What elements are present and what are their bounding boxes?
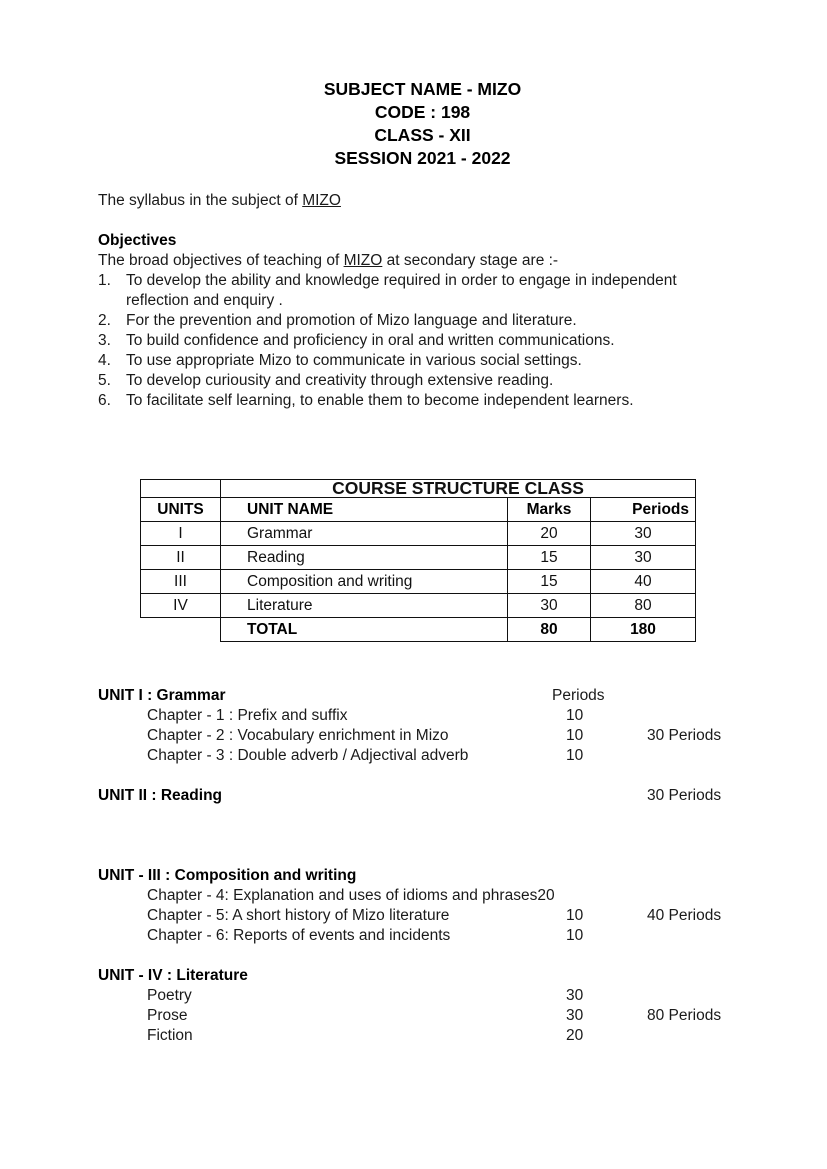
intro-text: The syllabus in the subject of	[98, 192, 303, 209]
objective-number: 6.	[98, 392, 111, 409]
literature-item: Fiction	[147, 1027, 193, 1044]
intro-subject: MIZO	[302, 192, 341, 209]
class-heading: CLASS - XII	[374, 125, 471, 145]
literature-periods: 30	[566, 1007, 584, 1024]
total-blank-cell	[141, 618, 221, 642]
column-header-periods: Periods	[591, 498, 696, 522]
objectives-heading: Objectives	[98, 232, 177, 249]
course-structure-table	[140, 479, 696, 642]
periods-cell: 30	[591, 546, 696, 570]
literature-item: Prose	[147, 1007, 188, 1024]
lead-subject: MIZO	[343, 252, 383, 269]
unit-2-title: UNIT II : Reading	[98, 787, 222, 804]
unit-3-total-periods: 40 Periods	[647, 907, 722, 924]
table-row	[141, 594, 696, 618]
periods-cell: 80	[591, 594, 696, 618]
table-total-row	[141, 618, 696, 642]
table-corner-cell	[141, 480, 221, 498]
unit-cell: I	[141, 522, 221, 546]
table-title: COURSE STRUCTURE CLASS	[221, 480, 696, 498]
chapter-text: Chapter - 5: A short history of Mizo literature	[147, 907, 450, 924]
chapter-periods: 10	[566, 907, 584, 924]
table-row	[141, 570, 696, 594]
column-header-unit-name: UNIT NAME	[221, 498, 508, 522]
chapter-text: Chapter - 2 : Vocabulary enrichment in Mizo	[147, 727, 449, 744]
periods-column-header: Periods	[552, 687, 605, 704]
column-header-marks: Marks	[508, 498, 591, 522]
syllabus-intro	[98, 191, 341, 211]
lead-suffix: at secondary stage are :-	[382, 252, 559, 269]
unit-name-cell: Literature	[221, 594, 508, 618]
unit-name-cell: Reading	[221, 546, 508, 570]
marks-cell: 15	[508, 570, 591, 594]
unit-name-cell: Composition and writing	[221, 570, 508, 594]
objective-text: To develop curiousity and creativity through extensive reading.	[126, 372, 554, 389]
objectives-lead	[98, 251, 558, 271]
unit-cell: II	[141, 546, 221, 570]
literature-periods: 30	[566, 987, 584, 1004]
objective-number: 5.	[98, 372, 111, 389]
objective-number: 1.	[98, 272, 111, 289]
unit-1-total-periods: 30 Periods	[647, 727, 722, 744]
literature-item: Poetry	[147, 987, 192, 1004]
marks-cell: 20	[508, 522, 591, 546]
chapter-periods: 20	[537, 887, 555, 904]
objective-text: To develop the ability and knowledge required in order to engage in independent	[126, 272, 677, 289]
unit-name-cell: Grammar	[221, 522, 508, 546]
chapter-text-with-periods	[147, 886, 555, 906]
objective-number: 3.	[98, 332, 111, 349]
objective-text: For the prevention and promotion of Mizo language and literature.	[126, 312, 577, 329]
unit-1-title: UNIT I : Grammar	[98, 687, 226, 704]
table-header-row	[141, 498, 696, 522]
unit-4-total-periods: 80 Periods	[647, 1007, 722, 1024]
unit-3-title: UNIT - III : Composition and writing	[98, 867, 357, 884]
objective-text: To build confidence and proficiency in oral and written communications.	[126, 332, 615, 349]
chapter-text: Chapter - 6: Reports of events and incidents	[147, 927, 451, 944]
subject-name-heading: SUBJECT NAME - MIZO	[323, 79, 522, 99]
periods-cell: 30	[591, 522, 696, 546]
chapter-periods: 10	[566, 927, 584, 944]
objective-number: 2.	[98, 312, 111, 329]
objective-number: 4.	[98, 352, 111, 369]
code-heading: CODE : 198	[374, 102, 471, 122]
unit-cell: III	[141, 570, 221, 594]
total-label: TOTAL	[221, 618, 508, 642]
table-row	[141, 522, 696, 546]
chapter-periods: 10	[566, 747, 584, 764]
objective-text: To facilitate self learning, to enable them to become independent learners.	[126, 392, 634, 409]
objective-text-continued: reflection and enquiry .	[126, 292, 283, 309]
marks-cell: 15	[508, 546, 591, 570]
chapter-text: Chapter - 3 : Double adverb / Adjectival adverb	[147, 747, 469, 764]
unit-4-title: UNIT - IV : Literature	[98, 967, 248, 984]
table-title-row	[141, 480, 696, 498]
marks-cell: 30	[508, 594, 591, 618]
total-periods: 180	[591, 618, 696, 642]
chapter-text: Chapter - 1 : Prefix and suffix	[147, 707, 348, 724]
objective-text: To use appropriate Mizo to communicate in various social settings.	[126, 352, 582, 369]
chapter-periods: 10	[566, 707, 584, 724]
unit-cell: IV	[141, 594, 221, 618]
literature-periods: 20	[566, 1027, 584, 1044]
column-header-units: UNITS	[141, 498, 221, 522]
total-marks: 80	[508, 618, 591, 642]
chapter-text: Chapter - 4: Explanation and uses of idioms and phrases	[147, 887, 538, 904]
table-row	[141, 546, 696, 570]
lead-prefix: The broad objectives of teaching of	[98, 252, 344, 269]
periods-cell: 40	[591, 570, 696, 594]
unit-2-total-periods: 30 Periods	[647, 787, 722, 804]
chapter-periods: 10	[566, 727, 584, 744]
session-heading: SESSION 2021 - 2022	[334, 148, 511, 168]
